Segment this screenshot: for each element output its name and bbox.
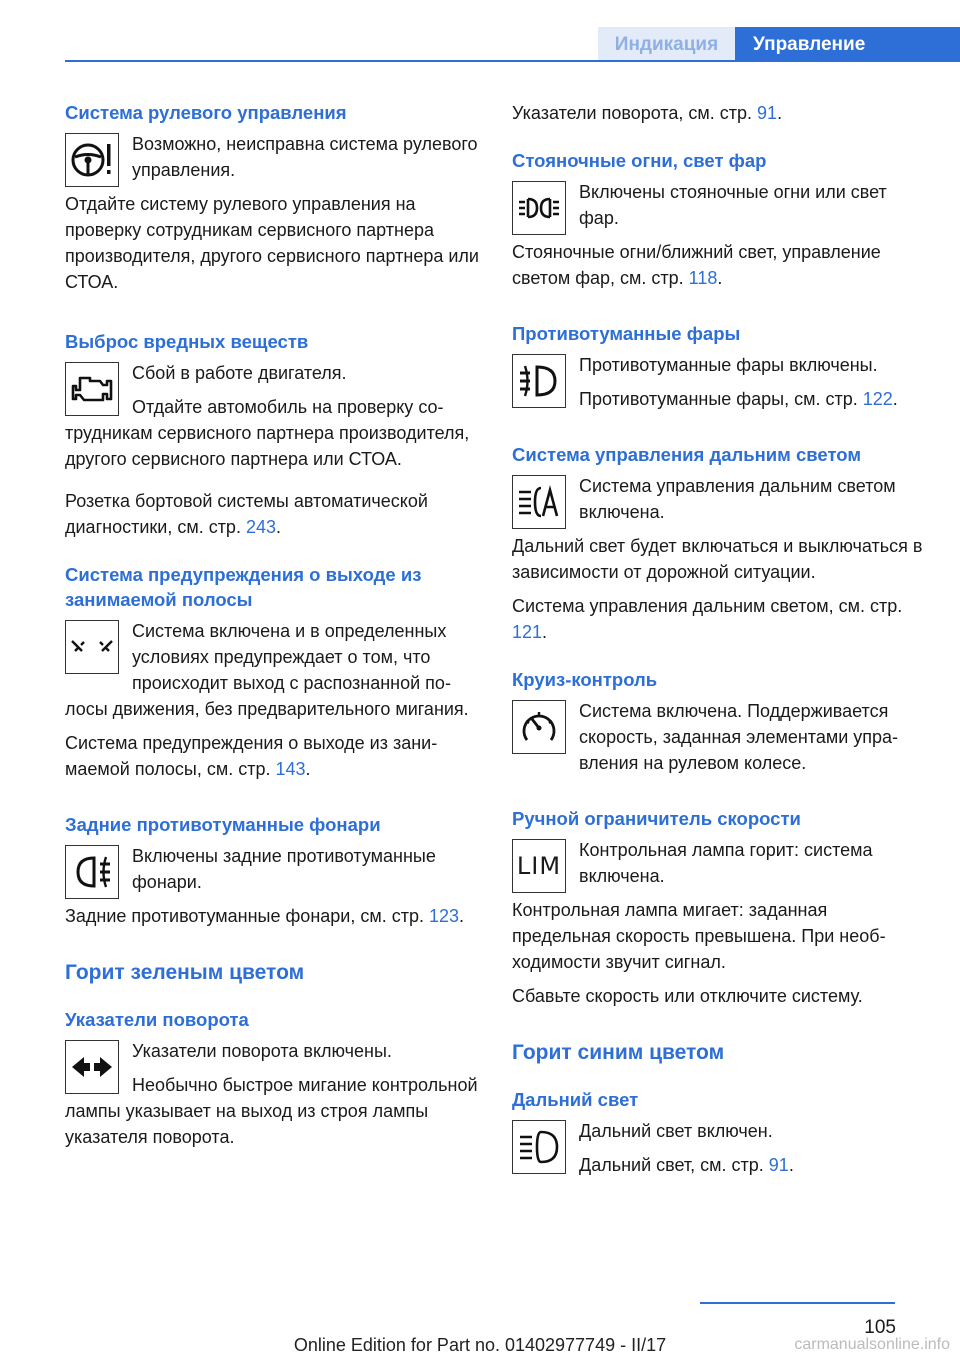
section-high-beam bbox=[512, 1087, 927, 1186]
section-title: Система предупреждения о выходе из занимаемой полосы bbox=[65, 564, 422, 610]
section-title: Указатели поворота bbox=[65, 1009, 249, 1030]
text: Возможно, неисправна система рулевого управления. bbox=[132, 134, 478, 180]
page-link[interactable]: 243 bbox=[245, 517, 276, 537]
text: Контрольная лампа мигает: заданная предельная скорость превышена. При необходимости звучит сигнал. bbox=[512, 900, 886, 972]
section-title: Система рулевого управления bbox=[65, 102, 347, 123]
page-link[interactable]: 122 bbox=[862, 389, 893, 409]
text: Сбавьте скорость или отключите систему. bbox=[512, 986, 863, 1006]
left-column bbox=[65, 100, 480, 1158]
section-title: Стояночные огни, свет фар bbox=[512, 150, 767, 171]
page-link[interactable]: 91 bbox=[768, 1155, 789, 1175]
high-beam-icon bbox=[512, 1120, 566, 1174]
watermark: carmanualsonline.info bbox=[794, 1336, 950, 1353]
edition-text: Online Edition for Part no. 01402977749 - II/17 bbox=[293, 1335, 667, 1355]
section-title: Выброс вредных веществ bbox=[65, 331, 309, 352]
text: Включены стояночные огни или свет фар. bbox=[579, 182, 887, 228]
text: Сбой в работе двигателя. bbox=[132, 363, 347, 383]
text: Дальний свет включен. bbox=[579, 1121, 773, 1141]
section-heading-green: Горит зеленым цветом bbox=[65, 961, 305, 984]
cruise-control-icon bbox=[512, 700, 566, 754]
footer-rule bbox=[700, 1302, 895, 1304]
text: Розетка бортовой системы автоматической диагностики, см. стр. 243. bbox=[65, 491, 428, 537]
text: Противотуманные фары, см. стр. 122. bbox=[579, 389, 898, 409]
header-rule bbox=[65, 60, 960, 62]
text: Необычно быстрое мигание контрольной лампы указывает на выход из строя лампы указателя поворота. bbox=[65, 1075, 478, 1147]
text: Система предупреждения о выходе из занимаемой полосы, см. стр. 143. bbox=[65, 733, 438, 779]
section-title: Дальний свет bbox=[512, 1089, 639, 1110]
speed-limiter-icon: LIM bbox=[512, 839, 566, 893]
section-lane-departure bbox=[65, 562, 480, 782]
text: Система включена. Поддерживается скорость, заданная элементами управления на рулевом колесе. bbox=[579, 701, 899, 773]
lane-departure-icon bbox=[65, 620, 119, 674]
parking-light-icon bbox=[512, 181, 566, 235]
text: Контрольная лампа горит: система включена. bbox=[579, 840, 873, 886]
page-link[interactable]: 91 bbox=[757, 103, 778, 123]
text: Указатели поворота, см. стр. 91. bbox=[512, 103, 783, 123]
section-turn-signal bbox=[65, 1007, 480, 1158]
text: Указатели поворота включены. bbox=[132, 1041, 392, 1061]
page-link[interactable]: 143 bbox=[275, 759, 306, 779]
section-steering bbox=[65, 100, 480, 303]
section-title: Круиз-контроль bbox=[512, 669, 658, 690]
rear-fog-icon bbox=[65, 845, 119, 899]
tab-controls[interactable]: Управление bbox=[735, 27, 960, 62]
text: Отдайте систему рулевого управления на проверку сотрудникам сервисного партнера производителя, другого сервисного партнера или СТОА. bbox=[65, 194, 479, 292]
page-link[interactable]: 121 bbox=[512, 622, 543, 642]
right-column bbox=[512, 100, 927, 1186]
section-cruise-control bbox=[512, 667, 927, 784]
section-rear-fog bbox=[65, 812, 480, 937]
text: Дальний свет, см. стр. 91. bbox=[579, 1155, 794, 1175]
page-link[interactable]: 123 bbox=[428, 906, 460, 926]
section-heading-blue: Горит синим цветом bbox=[512, 1041, 725, 1064]
text: Система включена и в определенных условиях предупреждает о том, что происходит выход с распознанной полосы движения, без предварительного мигания. bbox=[65, 621, 469, 719]
text: Отдайте автомобиль на проверку сотрудникам сервисного партнера производителя, другого сервисного партнера или СТОА. bbox=[65, 397, 470, 469]
text: Включены задние противотуманные фонари. bbox=[132, 846, 436, 892]
text: Система управления дальним светом включена. bbox=[579, 476, 896, 522]
section-speed-limiter bbox=[512, 806, 927, 1009]
text: Стояночные огни/ближний свет, управление светом фар, см. стр. 118. bbox=[512, 242, 881, 288]
section-front-fog bbox=[512, 321, 927, 420]
section-title: Задние противотуманные фонари bbox=[65, 814, 381, 835]
tab-indication[interactable]: Индикация bbox=[598, 27, 735, 62]
section-title: Ручной ограничитель скорости bbox=[512, 808, 801, 829]
section-parking-lights bbox=[512, 148, 927, 299]
page-number: 105 bbox=[864, 1317, 896, 1338]
page-link[interactable]: 118 bbox=[688, 268, 718, 288]
text: Задние противотуманные фонари, см. стр. 123. bbox=[65, 906, 465, 926]
section-title: Система управления дальним светом bbox=[512, 444, 862, 465]
front-fog-icon bbox=[512, 354, 566, 408]
engine-icon bbox=[65, 362, 119, 416]
text: Дальний свет будет включаться и выключаться в зависимости от дорожной ситуации. bbox=[512, 536, 923, 582]
text: Противотуманные фары включены. bbox=[579, 355, 878, 375]
section-emission bbox=[65, 329, 480, 540]
steering-warning-icon bbox=[65, 133, 119, 187]
turn-signal-icon bbox=[65, 1040, 119, 1094]
high-beam-assist-icon bbox=[512, 475, 566, 529]
section-high-beam-assist bbox=[512, 442, 927, 645]
text: Система управления дальним светом, см. стр. 121. bbox=[512, 596, 903, 642]
section-title: Противотуманные фары bbox=[512, 323, 741, 344]
